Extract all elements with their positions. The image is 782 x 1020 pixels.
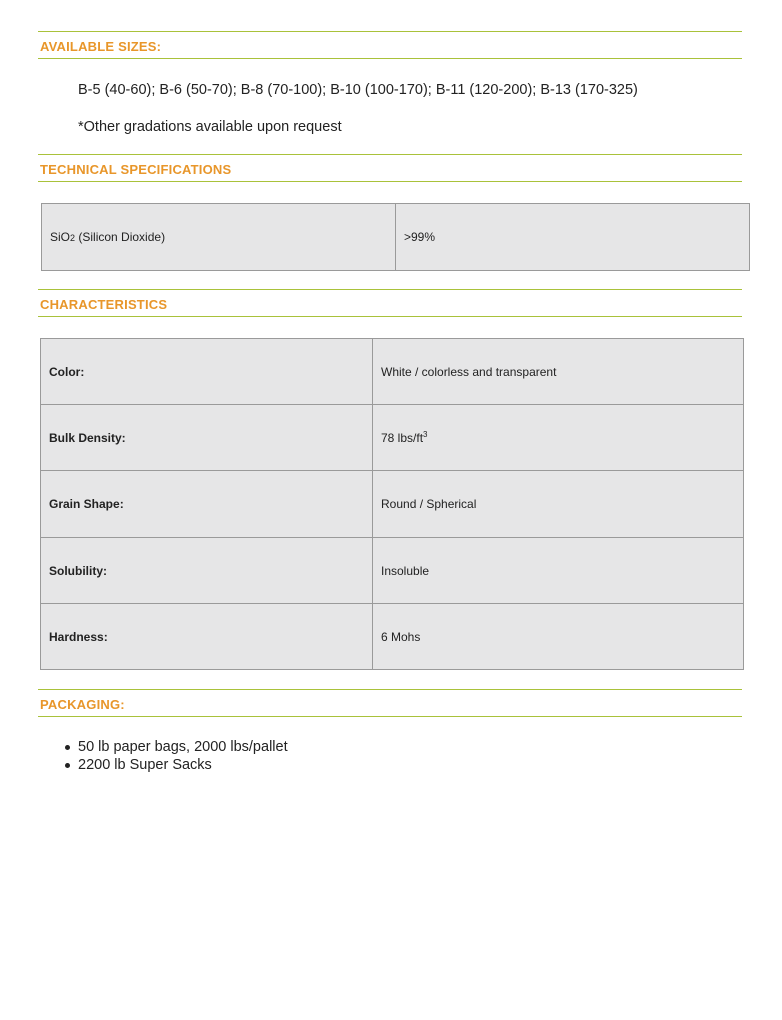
solubility-value: Insoluble [373,538,744,604]
table-row [41,471,744,538]
grain-shape-value: Round / Spherical [373,471,744,538]
spec-label-subscript: 2 [70,233,76,243]
solubility-label: Solubility: [41,538,373,604]
packaging-heading: PACKAGING: [40,697,125,712]
available-sizes-header [38,31,742,59]
available-sizes-heading: AVAILABLE SIZES: [40,39,162,54]
packaging-header [38,689,742,717]
packaging-list [78,738,288,774]
list-item: 50 lb paper bags, 2000 lbs/pallet [78,739,288,755]
table-row [42,204,750,271]
characteristics-heading: CHARACTERISTICS [40,297,168,312]
table-row [41,339,744,405]
list-item: 2200 lb Super Sacks [78,756,288,774]
bulk-density-superscript: 3 [423,429,428,439]
bulk-density-number: 78 lbs/ft [381,430,424,445]
characteristics-table [40,338,744,670]
table-row [41,405,744,471]
grain-shape-label: Grain Shape: [41,471,373,538]
spec-label-prefix: SiO [50,230,71,244]
technical-specifications-heading: TECHNICAL SPECIFICATIONS [40,162,232,177]
spec-label-suffix: (Silicon Dioxide) [75,230,166,244]
color-value: White / colorless and transparent [373,339,744,405]
technical-specifications-header [38,154,742,182]
table-row [41,604,744,670]
sizes-list: B-5 (40-60); B-6 (50-70); B-8 (70-100); B-10 (100-170); B-11 (120-200); B-13 (170-325) [78,82,638,98]
sizes-note: *Other gradations available upon request [78,119,342,135]
technical-specifications-table [41,203,750,271]
spec-value-cell: >99% [396,204,750,271]
color-label: Color: [41,339,373,405]
table-row [41,538,744,604]
hardness-label: Hardness: [41,604,373,670]
spec-label-cell [42,204,396,271]
hardness-value: 6 Mohs [373,604,744,670]
bulk-density-label: Bulk Density: [41,405,373,471]
characteristics-header [38,289,742,317]
bulk-density-value [373,405,744,471]
